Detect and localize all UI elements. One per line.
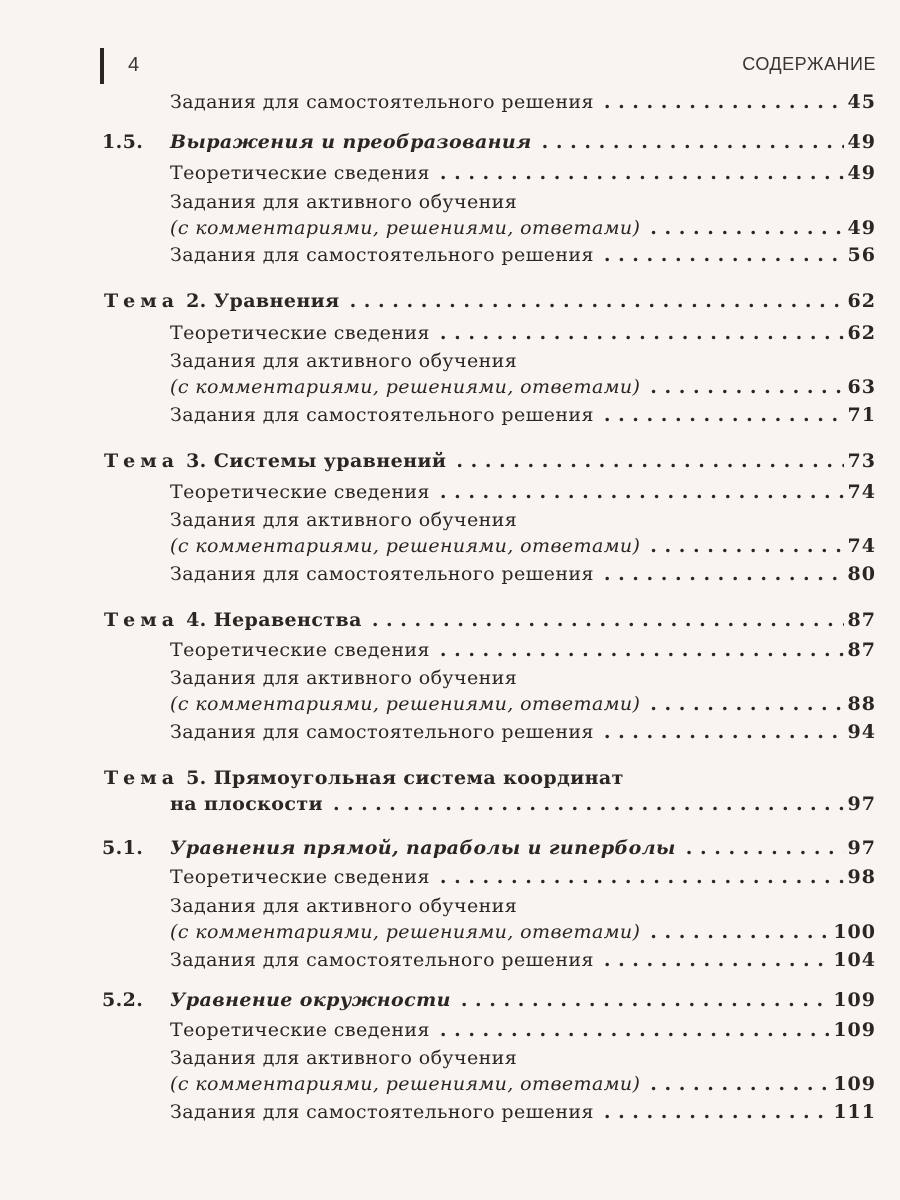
toc-entry[interactable] — [170, 1070, 876, 1098]
toc-topic[interactable] — [104, 287, 876, 315]
dot-leader — [456, 447, 843, 475]
dot-leader — [604, 946, 829, 974]
section-title: СОДЕРЖАНИЕ — [742, 54, 876, 74]
dot-leader — [440, 319, 844, 347]
toc-topic[interactable] — [104, 606, 876, 634]
toc-entry-page: 45 — [847, 91, 876, 113]
dot-leader — [650, 1070, 829, 1098]
toc-entry-line: Задания для активного обучения — [170, 191, 518, 213]
dot-leader — [440, 863, 844, 891]
toc-entry-page: 56 — [847, 244, 876, 266]
toc-entry-page: 98 — [847, 866, 876, 888]
toc-entry-page: 63 — [847, 376, 876, 398]
topic-label: Тема — [104, 290, 180, 312]
dot-leader — [650, 373, 843, 401]
toc-entry[interactable] — [170, 88, 876, 116]
dot-leader — [604, 560, 844, 588]
dot-leader — [650, 918, 829, 946]
toc-entry-title: Выражения и преобразования — [170, 131, 532, 153]
subsection-number: 5.1. — [102, 837, 144, 859]
toc-entry-line: Задания для активного обучения — [170, 1047, 518, 1069]
toc-entry[interactable] — [170, 718, 876, 746]
toc-entry[interactable] — [170, 863, 876, 891]
toc-entry[interactable] — [170, 532, 876, 560]
toc-topic-title — [104, 287, 340, 315]
toc-entry-line: Задания для активного обучения — [170, 509, 518, 531]
toc-entry-page: 109 — [833, 1073, 876, 1095]
dot-leader — [604, 1098, 829, 1126]
toc-entry-page: 87 — [847, 609, 876, 631]
toc-entry-title: (с комментариями, решениями, ответами) — [170, 693, 641, 715]
header-bar — [100, 48, 104, 84]
dot-leader — [542, 128, 844, 156]
toc-entry-title: Теоретические сведения — [170, 1019, 430, 1041]
toc-entry-title: (с комментариями, решениями, ответами) — [170, 921, 641, 943]
topic-name: 3. Системы уравнений — [186, 450, 447, 472]
toc-topic-title — [104, 447, 446, 475]
toc-entry-page: 111 — [833, 1101, 876, 1123]
dot-leader — [650, 214, 843, 242]
toc-subsection[interactable] — [102, 834, 876, 862]
toc-entry-title: Теоретические сведения — [170, 162, 430, 184]
subsection-number: 5.2. — [102, 989, 144, 1011]
dot-leader — [650, 532, 843, 560]
toc-topic-line — [104, 764, 624, 792]
toc-entry[interactable] — [170, 478, 876, 506]
toc-entry-title: Задания для самостоятельного решения — [170, 1101, 594, 1123]
toc-entry-title: (с комментариями, решениями, ответами) — [170, 376, 641, 398]
toc-entry-page: 88 — [847, 693, 876, 715]
toc-entry-title: (с комментариями, решениями, ответами) — [170, 1073, 641, 1095]
toc-entry-title: Задания для самостоятельного решения — [170, 721, 594, 743]
toc-entry-page: 109 — [833, 1019, 876, 1041]
toc-entry[interactable] — [170, 690, 876, 718]
toc-entry-page: 87 — [847, 639, 876, 661]
dot-leader — [333, 790, 844, 818]
toc-entry-title: Задания для самостоятельного решения — [170, 91, 594, 113]
toc-entry[interactable] — [170, 214, 876, 242]
toc-entry[interactable] — [170, 560, 876, 588]
topic-name: 4. Неравенства — [186, 609, 362, 631]
dot-leader — [440, 478, 844, 506]
toc-entry[interactable] — [170, 401, 876, 429]
toc-entry-page: 74 — [847, 481, 876, 503]
dot-leader — [604, 401, 844, 429]
toc-topic-title: на плоскости — [170, 793, 324, 815]
toc-entry-title: Задания для самостоятельного решения — [170, 404, 594, 426]
toc-entry-title: Теоретические сведения — [170, 866, 430, 888]
toc-entry-title: (с комментариями, решениями, ответами) — [170, 535, 641, 557]
toc-entry-page: 49 — [847, 131, 876, 153]
toc-entry-page: 49 — [847, 162, 876, 184]
toc-entry-line: Задания для активного обучения — [170, 667, 518, 689]
toc-entry-page: 97 — [847, 837, 876, 859]
dot-leader — [604, 241, 844, 269]
toc-entry-page: 104 — [833, 949, 876, 971]
toc-entry-title: Задания для самостоятельного решения — [170, 563, 594, 585]
topic-name: 2. Уравнения — [186, 290, 340, 312]
dot-leader — [372, 606, 844, 634]
toc-entry-title: Уравнение окружности — [170, 989, 451, 1011]
toc-entry-page: 74 — [847, 535, 876, 557]
toc-entry-title: Задания для самостоятельного решения — [170, 244, 594, 266]
toc-entry-title: Теоретические сведения — [170, 639, 430, 661]
toc-topic-title — [104, 606, 362, 634]
toc-entry-page: 62 — [847, 290, 876, 312]
toc-entry[interactable] — [170, 918, 876, 946]
toc-entry-title: Задания для самостоятельного решения — [170, 949, 594, 971]
toc-entry[interactable] — [170, 319, 876, 347]
topic-name: 5. Прямоугольная система координат — [186, 767, 624, 789]
toc-entry[interactable] — [170, 946, 876, 974]
toc-entry-page: 62 — [847, 322, 876, 344]
dot-leader — [350, 287, 844, 315]
toc-entry-page: 109 — [833, 989, 876, 1011]
toc-entry[interactable] — [170, 1016, 876, 1044]
toc-entry[interactable] — [170, 241, 876, 269]
toc-entry-line: Задания для активного обучения — [170, 350, 518, 372]
subsection-number: 1.5. — [102, 131, 144, 153]
topic-label: Тема — [104, 609, 180, 631]
toc-entry-page: 100 — [833, 921, 876, 943]
toc-entry[interactable] — [170, 373, 876, 401]
dot-leader — [440, 1016, 829, 1044]
toc-entry-page: 49 — [847, 217, 876, 239]
dot-leader — [604, 718, 844, 746]
dot-leader — [604, 88, 844, 116]
toc-entry[interactable] — [170, 636, 876, 664]
toc-entry-page: 73 — [847, 450, 876, 472]
dot-leader — [440, 636, 844, 664]
toc-entry-title: Уравнения прямой, параболы и гиперболы — [170, 837, 676, 859]
toc-subsection[interactable] — [102, 986, 876, 1014]
page-header — [100, 46, 876, 86]
toc-entry[interactable] — [170, 159, 876, 187]
toc-entry-page: 71 — [847, 404, 876, 426]
toc-topic[interactable] — [104, 447, 876, 475]
toc-entry-line: Задания для активного обучения — [170, 895, 518, 917]
toc-entry-title: Теоретические сведения — [170, 481, 430, 503]
page-number: 4 — [128, 54, 140, 76]
dot-leader — [686, 834, 844, 862]
toc-entry[interactable] — [170, 1098, 876, 1126]
dot-leader — [461, 986, 830, 1014]
toc-topic[interactable] — [170, 790, 876, 818]
toc-entry-title: (с комментариями, решениями, ответами) — [170, 217, 641, 239]
toc-entry-title: Теоретические сведения — [170, 322, 430, 344]
topic-label: Тема — [104, 767, 180, 789]
toc-subsection[interactable] — [102, 128, 876, 156]
dot-leader — [440, 159, 844, 187]
toc-entry-page: 80 — [847, 563, 876, 585]
toc-entry-page: 97 — [847, 793, 876, 815]
topic-label: Тема — [104, 450, 180, 472]
dot-leader — [650, 690, 843, 718]
toc-entry-page: 94 — [847, 721, 876, 743]
